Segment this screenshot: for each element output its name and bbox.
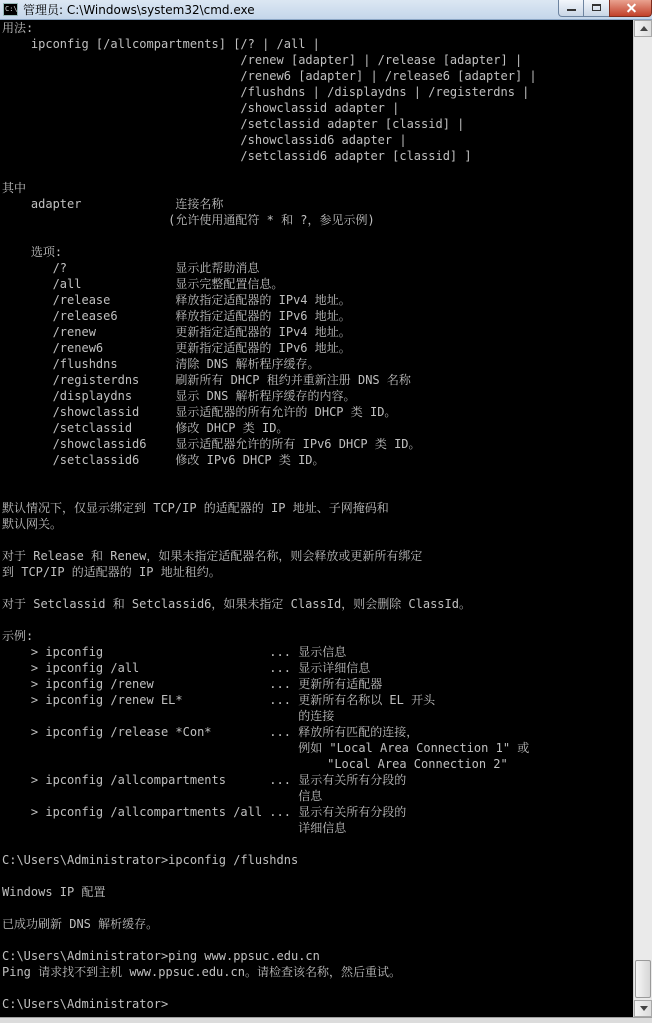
- console-line: /renew6 [adapter] | /release6 [adapter] |: [2, 69, 537, 83]
- console-line: ipconfig [/allcompartments] [/? | /all |: [2, 37, 320, 51]
- console-output[interactable]: [2, 20, 632, 1017]
- console-line: [2, 980, 632, 996]
- console-line: /renew [adapter] | /release [adapter] |: [2, 53, 523, 67]
- console-line: [2, 580, 632, 596]
- console-line: /release6 释放指定适配器的 IPv6 地址。: [2, 309, 351, 323]
- console-line: > ipconfig /all ... 显示详细信息: [2, 661, 371, 675]
- console-line: [2, 484, 632, 500]
- console-line: /all 显示完整配置信息。: [2, 277, 284, 291]
- console-line: 示例:: [2, 629, 34, 643]
- console-line: 对于 Setclassid 和 Setclassid6，如果未指定 ClassId，则会删除 ClassId。: [2, 597, 471, 611]
- scroll-up-arrow-icon[interactable]: [634, 20, 652, 37]
- console-line: /registerdns 刷新所有 DHCP 租约并重新注册 DNS 名称: [2, 373, 411, 387]
- console-line: /showclassid 显示适配器的所有允许的 DHCP 类 ID。: [2, 405, 397, 419]
- console-line: > ipconfig /renew ... 更新所有适配器: [2, 677, 383, 691]
- console-line: [2, 164, 632, 180]
- console-line: /flushdns 清除 DNS 解析程序缓存。: [2, 357, 320, 371]
- console-line: [2, 836, 632, 852]
- console-line: adapter 连接名称: [2, 197, 224, 211]
- console-line: C:\Users\Administrator>: [2, 997, 169, 1011]
- console-line: 对于 Release 和 Renew，如果未指定适配器名称，则会释放或更新所有绑定: [2, 549, 423, 563]
- console-line: 其中: [2, 181, 27, 195]
- console-line: > ipconfig /allcompartments ... 显示有关所有分段的: [2, 773, 407, 787]
- console-line: > ipconfig ... 显示信息: [2, 645, 347, 659]
- console-line: C:\Users\Administrator>ipconfig /flushdns: [2, 853, 299, 867]
- console-line: /renew 更新指定适配器的 IPv4 地址。: [2, 325, 351, 339]
- console-line: 的连接: [2, 709, 335, 723]
- console-line: Windows IP 配置: [2, 885, 106, 899]
- cmd-icon[interactable]: C:\: [3, 3, 18, 16]
- scroll-down-arrow-icon[interactable]: [634, 1000, 652, 1017]
- console-line: [2, 612, 632, 628]
- console-line: /setclassid adapter [classid] |: [2, 117, 465, 131]
- console-line: [2, 900, 632, 916]
- console-line: /renew6 更新指定适配器的 IPv6 地址。: [2, 341, 351, 355]
- horizontal-scrollbar[interactable]: [0, 1017, 652, 1023]
- console-line: [2, 228, 632, 244]
- console-line: "Local Area Connection 2": [2, 757, 508, 771]
- console-line: [2, 932, 632, 948]
- console-line: 到 TCP/IP 的适配器的 IP 地址租约。: [2, 565, 221, 579]
- console-line: /showclassid6 显示适配器允许的所有 IPv6 DHCP 类 ID。: [2, 437, 421, 451]
- scroll-thumb[interactable]: [635, 960, 651, 998]
- console-line: > ipconfig /allcompartments /all ... 显示有关所有分段的: [2, 805, 407, 819]
- console-line: C:\Users\Administrator>ping www.ppsuc.edu.cn: [2, 949, 320, 963]
- console-line: > ipconfig /release *Con* ... 释放所有匹配的连接，: [2, 725, 419, 739]
- console-line: (允许使用通配符 * 和 ?，参见示例): [2, 213, 375, 227]
- console-line: /flushdns | /displaydns | /registerdns |: [2, 85, 530, 99]
- console-line: 例如 "Local Area Connection 1" 或: [2, 741, 530, 755]
- close-button[interactable]: [609, 0, 652, 17]
- console-line: > ipconfig /renew EL* ... 更新所有名称以 EL 开头: [2, 693, 436, 707]
- console-line: /displaydns 显示 DNS 解析程序缓存的内容。: [2, 389, 356, 403]
- console-line: 已成功刷新 DNS 解析缓存。: [2, 917, 159, 931]
- console-line: [2, 868, 632, 884]
- console-line: /setclassid6 adapter [classid] ]: [2, 149, 472, 163]
- console-line: 用法:: [2, 21, 34, 35]
- minimize-button[interactable]: [558, 0, 584, 17]
- console-line: 默认网关。: [2, 517, 63, 531]
- maximize-button[interactable]: [583, 0, 610, 17]
- title-bar[interactable]: [0, 0, 652, 20]
- console-line: /setclassid 修改 DHCP 类 ID。: [2, 421, 289, 435]
- vertical-scrollbar[interactable]: [633, 20, 652, 1017]
- console-line: [2, 532, 632, 548]
- console-line: /? 显示此帮助消息: [2, 261, 260, 275]
- console-line: 选项:: [2, 245, 63, 259]
- console-line: Ping 请求找不到主机 www.ppsuc.edu.cn。请检查该名称，然后重试。: [2, 965, 401, 979]
- console-line: [2, 468, 632, 484]
- console-line: /setclassid6 修改 IPv6 DHCP 类 ID。: [2, 453, 325, 467]
- console-line: 默认情况下，仅显示绑定到 TCP/IP 的适配器的 IP 地址、子网掩码和: [2, 501, 389, 515]
- console-line: /release 释放指定适配器的 IPv4 地址。: [2, 293, 351, 307]
- console-line: 信息: [2, 789, 323, 803]
- console-line: /showclassid adapter |: [2, 101, 400, 115]
- window-title: 管理员: C:\Windows\system32\cmd.exe: [23, 3, 255, 17]
- console-line: 详细信息: [2, 821, 347, 835]
- console-line: /showclassid6 adapter |: [2, 133, 407, 147]
